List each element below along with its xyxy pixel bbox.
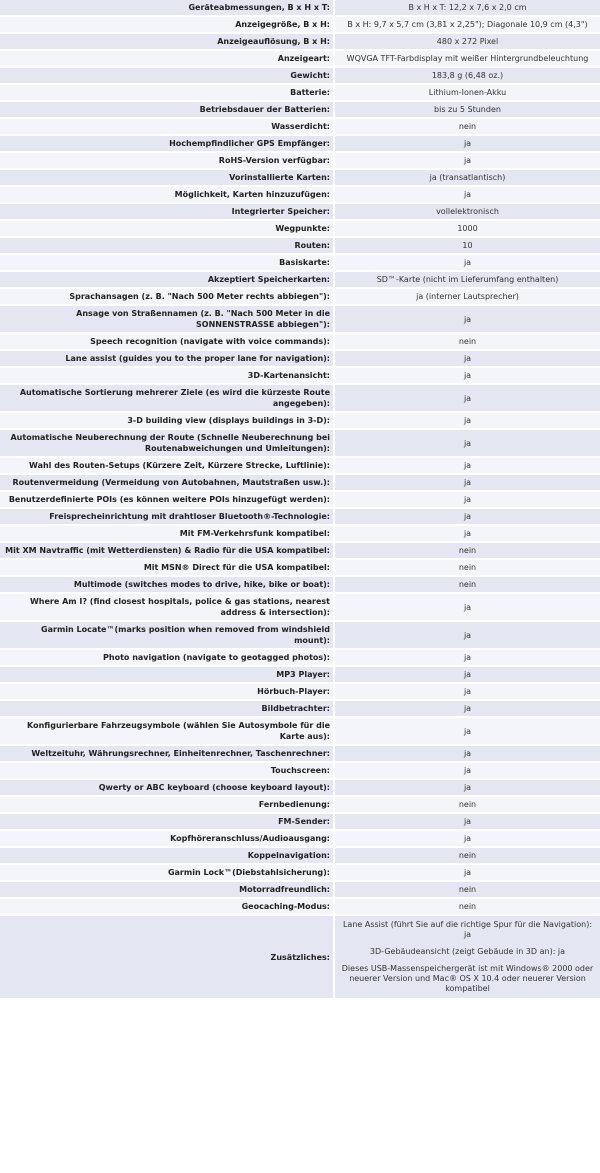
spec-row <box>0 865 600 882</box>
spec-row <box>0 102 600 119</box>
spec-label: Motorradfreundlich: <box>0 882 335 899</box>
spec-label: Benutzerdefinierte POIs (es können weitere POIs hinzugefügt werden): <box>0 492 335 509</box>
spec-value: ja <box>335 650 600 667</box>
spec-value: ja <box>335 526 600 543</box>
extra-label: Zusätzliches: <box>0 916 335 1000</box>
spec-value: B x H: 9,7 x 5,7 cm (3,81 x 2,25"); Diagonale 10,9 cm (4,3") <box>335 17 600 34</box>
extra-value <box>335 916 600 1000</box>
spec-label: Automatische Sortierung mehrerer Ziele (es wird die kürzeste Route angegeben): <box>0 385 335 413</box>
spec-value: 480 x 272 Pixel <box>335 34 600 51</box>
spec-label: 3D-Kartenansicht: <box>0 368 335 385</box>
spec-row <box>0 413 600 430</box>
spec-row <box>0 848 600 865</box>
spec-row <box>0 368 600 385</box>
spec-label: Speech recognition (navigate with voice commands): <box>0 334 335 351</box>
spec-label: Basiskarte: <box>0 255 335 272</box>
spec-value: 10 <box>335 238 600 255</box>
spec-value: nein <box>335 848 600 865</box>
spec-label: Routenvermeidung (Vermeidung von Autobahnen, Mautstraßen usw.): <box>0 475 335 492</box>
spec-label: Wasserdicht: <box>0 119 335 136</box>
spec-value: ja <box>335 667 600 684</box>
spec-label: Wegpunkte: <box>0 221 335 238</box>
spec-value: ja (transatlantisch) <box>335 170 600 187</box>
spec-value: nein <box>335 334 600 351</box>
spec-label: Multimode (switches modes to drive, hike, bike or boat): <box>0 577 335 594</box>
spec-label: Hochempfindlicher GPS Empfänger: <box>0 136 335 153</box>
spec-value: ja <box>335 684 600 701</box>
spec-row <box>0 718 600 746</box>
spec-value: 183,8 g (6,48 oz.) <box>335 68 600 85</box>
spec-label: Koppelnavigation: <box>0 848 335 865</box>
spec-row <box>0 746 600 763</box>
spec-label: Anzeigegröße, B x H: <box>0 17 335 34</box>
spec-value: ja <box>335 831 600 848</box>
spec-label: Geocaching-Modus: <box>0 899 335 916</box>
spec-label: Vorinstallierte Karten: <box>0 170 335 187</box>
spec-value: nein <box>335 899 600 916</box>
spec-row <box>0 543 600 560</box>
spec-value: nein <box>335 119 600 136</box>
spec-row <box>0 684 600 701</box>
spec-label: MP3 Player: <box>0 667 335 684</box>
spec-value: ja <box>335 594 600 622</box>
spec-value: ja <box>335 351 600 368</box>
spec-value: nein <box>335 797 600 814</box>
spec-label: Möglichkeit, Karten hinzuzufügen: <box>0 187 335 204</box>
spec-value: ja <box>335 385 600 413</box>
spec-row <box>0 899 600 916</box>
spec-label: Kopfhöreranschluss/Audioausgang: <box>0 831 335 848</box>
spec-value: ja <box>335 509 600 526</box>
spec-value: vollelektronisch <box>335 204 600 221</box>
spec-row <box>0 509 600 526</box>
spec-value: nein <box>335 882 600 899</box>
spec-label: Anzeigeart: <box>0 51 335 68</box>
spec-label: Anzeigeauflösung, B x H: <box>0 34 335 51</box>
spec-row <box>0 475 600 492</box>
spec-row <box>0 797 600 814</box>
spec-value: ja <box>335 865 600 882</box>
spec-row <box>0 170 600 187</box>
extra-line: Dieses USB-Massenspeichergerät ist mit Windows® 2000 oder neuerer Version und Mac® OS X 10.4 oder neuerer Version kompatibel <box>341 964 594 993</box>
spec-row <box>0 0 600 17</box>
spec-value: ja (interner Lautsprecher) <box>335 289 600 306</box>
spec-row <box>0 780 600 797</box>
spec-label: Garmin Locate™(marks position when removed from windshield mount): <box>0 622 335 650</box>
spec-label: Sprachansagen (z. B. "Nach 500 Meter rechts abbiegen"): <box>0 289 335 306</box>
spec-value: bis zu 5 Stunden <box>335 102 600 119</box>
spec-label: Garmin Lock™(Diebstahlsicherung): <box>0 865 335 882</box>
spec-value: ja <box>335 136 600 153</box>
spec-row <box>0 577 600 594</box>
spec-value: ja <box>335 368 600 385</box>
spec-value: 1000 <box>335 221 600 238</box>
spec-row <box>0 51 600 68</box>
spec-row <box>0 153 600 170</box>
spec-row <box>0 763 600 780</box>
spec-label: Betriebsdauer der Batterien: <box>0 102 335 119</box>
spec-value: ja <box>335 475 600 492</box>
spec-row <box>0 814 600 831</box>
spec-label: Touchscreen: <box>0 763 335 780</box>
spec-value: ja <box>335 718 600 746</box>
spec-label: Akzeptiert Speicherkarten: <box>0 272 335 289</box>
spec-row <box>0 492 600 509</box>
spec-row <box>0 526 600 543</box>
spec-row <box>0 701 600 718</box>
spec-row <box>0 187 600 204</box>
spec-row <box>0 204 600 221</box>
spec-label: Qwerty or ABC keyboard (choose keyboard layout): <box>0 780 335 797</box>
spec-label: Where Am I? (find closest hospitals, police & gas stations, nearest address & intersection): <box>0 594 335 622</box>
spec-value: ja <box>335 780 600 797</box>
spec-label: Routen: <box>0 238 335 255</box>
spec-value: nein <box>335 577 600 594</box>
spec-value: ja <box>335 622 600 650</box>
spec-label: Batterie: <box>0 85 335 102</box>
spec-row <box>0 289 600 306</box>
spec-value: ja <box>335 701 600 718</box>
spec-label: Gewicht: <box>0 68 335 85</box>
spec-value: ja <box>335 413 600 430</box>
extra-line: 3D-Gebäudeansicht (zeigt Gebäude in 3D an): ja <box>369 947 566 956</box>
spec-row <box>0 272 600 289</box>
spec-label: Freisprecheinrichtung mit drahtloser Bluetooth®-Technologie: <box>0 509 335 526</box>
spec-label: Lane assist (guides you to the proper lane for navigation): <box>0 351 335 368</box>
spec-row <box>0 238 600 255</box>
spec-label: Photo navigation (navigate to geotagged photos): <box>0 650 335 667</box>
spec-label: 3-D building view (displays buildings in 3-D): <box>0 413 335 430</box>
spec-row <box>0 831 600 848</box>
spec-label: Mit XM Navtraffic (mit Wetterdiensten) & Radio für die USA kompatibel: <box>0 543 335 560</box>
spec-row <box>0 68 600 85</box>
spec-label: Hörbuch-Player: <box>0 684 335 701</box>
spec-row <box>0 882 600 899</box>
spec-row <box>0 119 600 136</box>
spec-row <box>0 560 600 577</box>
spec-row <box>0 594 600 622</box>
spec-row <box>0 136 600 153</box>
spec-value: ja <box>335 306 600 334</box>
spec-value: nein <box>335 543 600 560</box>
spec-row <box>0 85 600 102</box>
spec-value: ja <box>335 430 600 458</box>
spec-row <box>0 334 600 351</box>
spec-label: Mit FM-Verkehrsfunk kompatibel: <box>0 526 335 543</box>
spec-row <box>0 34 600 51</box>
spec-value: SD™-Karte (nicht im Lieferumfang enthalten) <box>335 272 600 289</box>
spec-row <box>0 650 600 667</box>
spec-value: WQVGA TFT-Farbdisplay mit weißer Hintergrundbeleuchtung <box>335 51 600 68</box>
spec-value: ja <box>335 458 600 475</box>
spec-row <box>0 221 600 238</box>
spec-value: ja <box>335 492 600 509</box>
spec-label: Ansage von Straßennamen (z. B. "Nach 500 Meter in die SONNENSTRASSE abbiegen"): <box>0 306 335 334</box>
spec-label: Mit MSN® Direct für die USA kompatibel: <box>0 560 335 577</box>
spec-row <box>0 255 600 272</box>
spec-value: Lithium-Ionen-Akku <box>335 85 600 102</box>
spec-value: ja <box>335 255 600 272</box>
spec-row <box>0 458 600 475</box>
spec-row <box>0 385 600 413</box>
spec-value: B x H x T: 12,2 x 7,6 x 2,0 cm <box>335 0 600 17</box>
spec-label: Fernbedienung: <box>0 797 335 814</box>
spec-row <box>0 306 600 334</box>
spec-label: RoHS-Version verfügbar: <box>0 153 335 170</box>
spec-row <box>0 430 600 458</box>
spec-label: Weltzeituhr, Währungsrechner, Einheitenrechner, Taschenrechner: <box>0 746 335 763</box>
spec-row <box>0 17 600 34</box>
extra-line: Lane Assist (führt Sie auf die richtige Spur für die Navigation): ja <box>342 920 593 939</box>
spec-row <box>0 351 600 368</box>
spec-value: ja <box>335 814 600 831</box>
spec-value: ja <box>335 763 600 780</box>
spec-value: ja <box>335 153 600 170</box>
spec-value: ja <box>335 187 600 204</box>
spec-label: Konfigurierbare Fahrzeugsymbole (wählen Sie Autosymbole für die Karte aus): <box>0 718 335 746</box>
spec-row-extra <box>0 916 600 1000</box>
spec-label: Geräteabmessungen, B x H x T: <box>0 0 335 17</box>
spec-row <box>0 667 600 684</box>
spec-label: Bildbetrachter: <box>0 701 335 718</box>
spec-label: Integrierter Speicher: <box>0 204 335 221</box>
spec-value: nein <box>335 560 600 577</box>
spec-value: ja <box>335 746 600 763</box>
spec-label: FM-Sender: <box>0 814 335 831</box>
spec-label: Automatische Neuberechnung der Route (Schnelle Neuberechnung bei Routenabweichungen und Umleitungen): <box>0 430 335 458</box>
spec-label: Wahl des Routen-Setups (Kürzere Zeit, Kürzere Strecke, Luftlinie): <box>0 458 335 475</box>
spec-row <box>0 622 600 650</box>
